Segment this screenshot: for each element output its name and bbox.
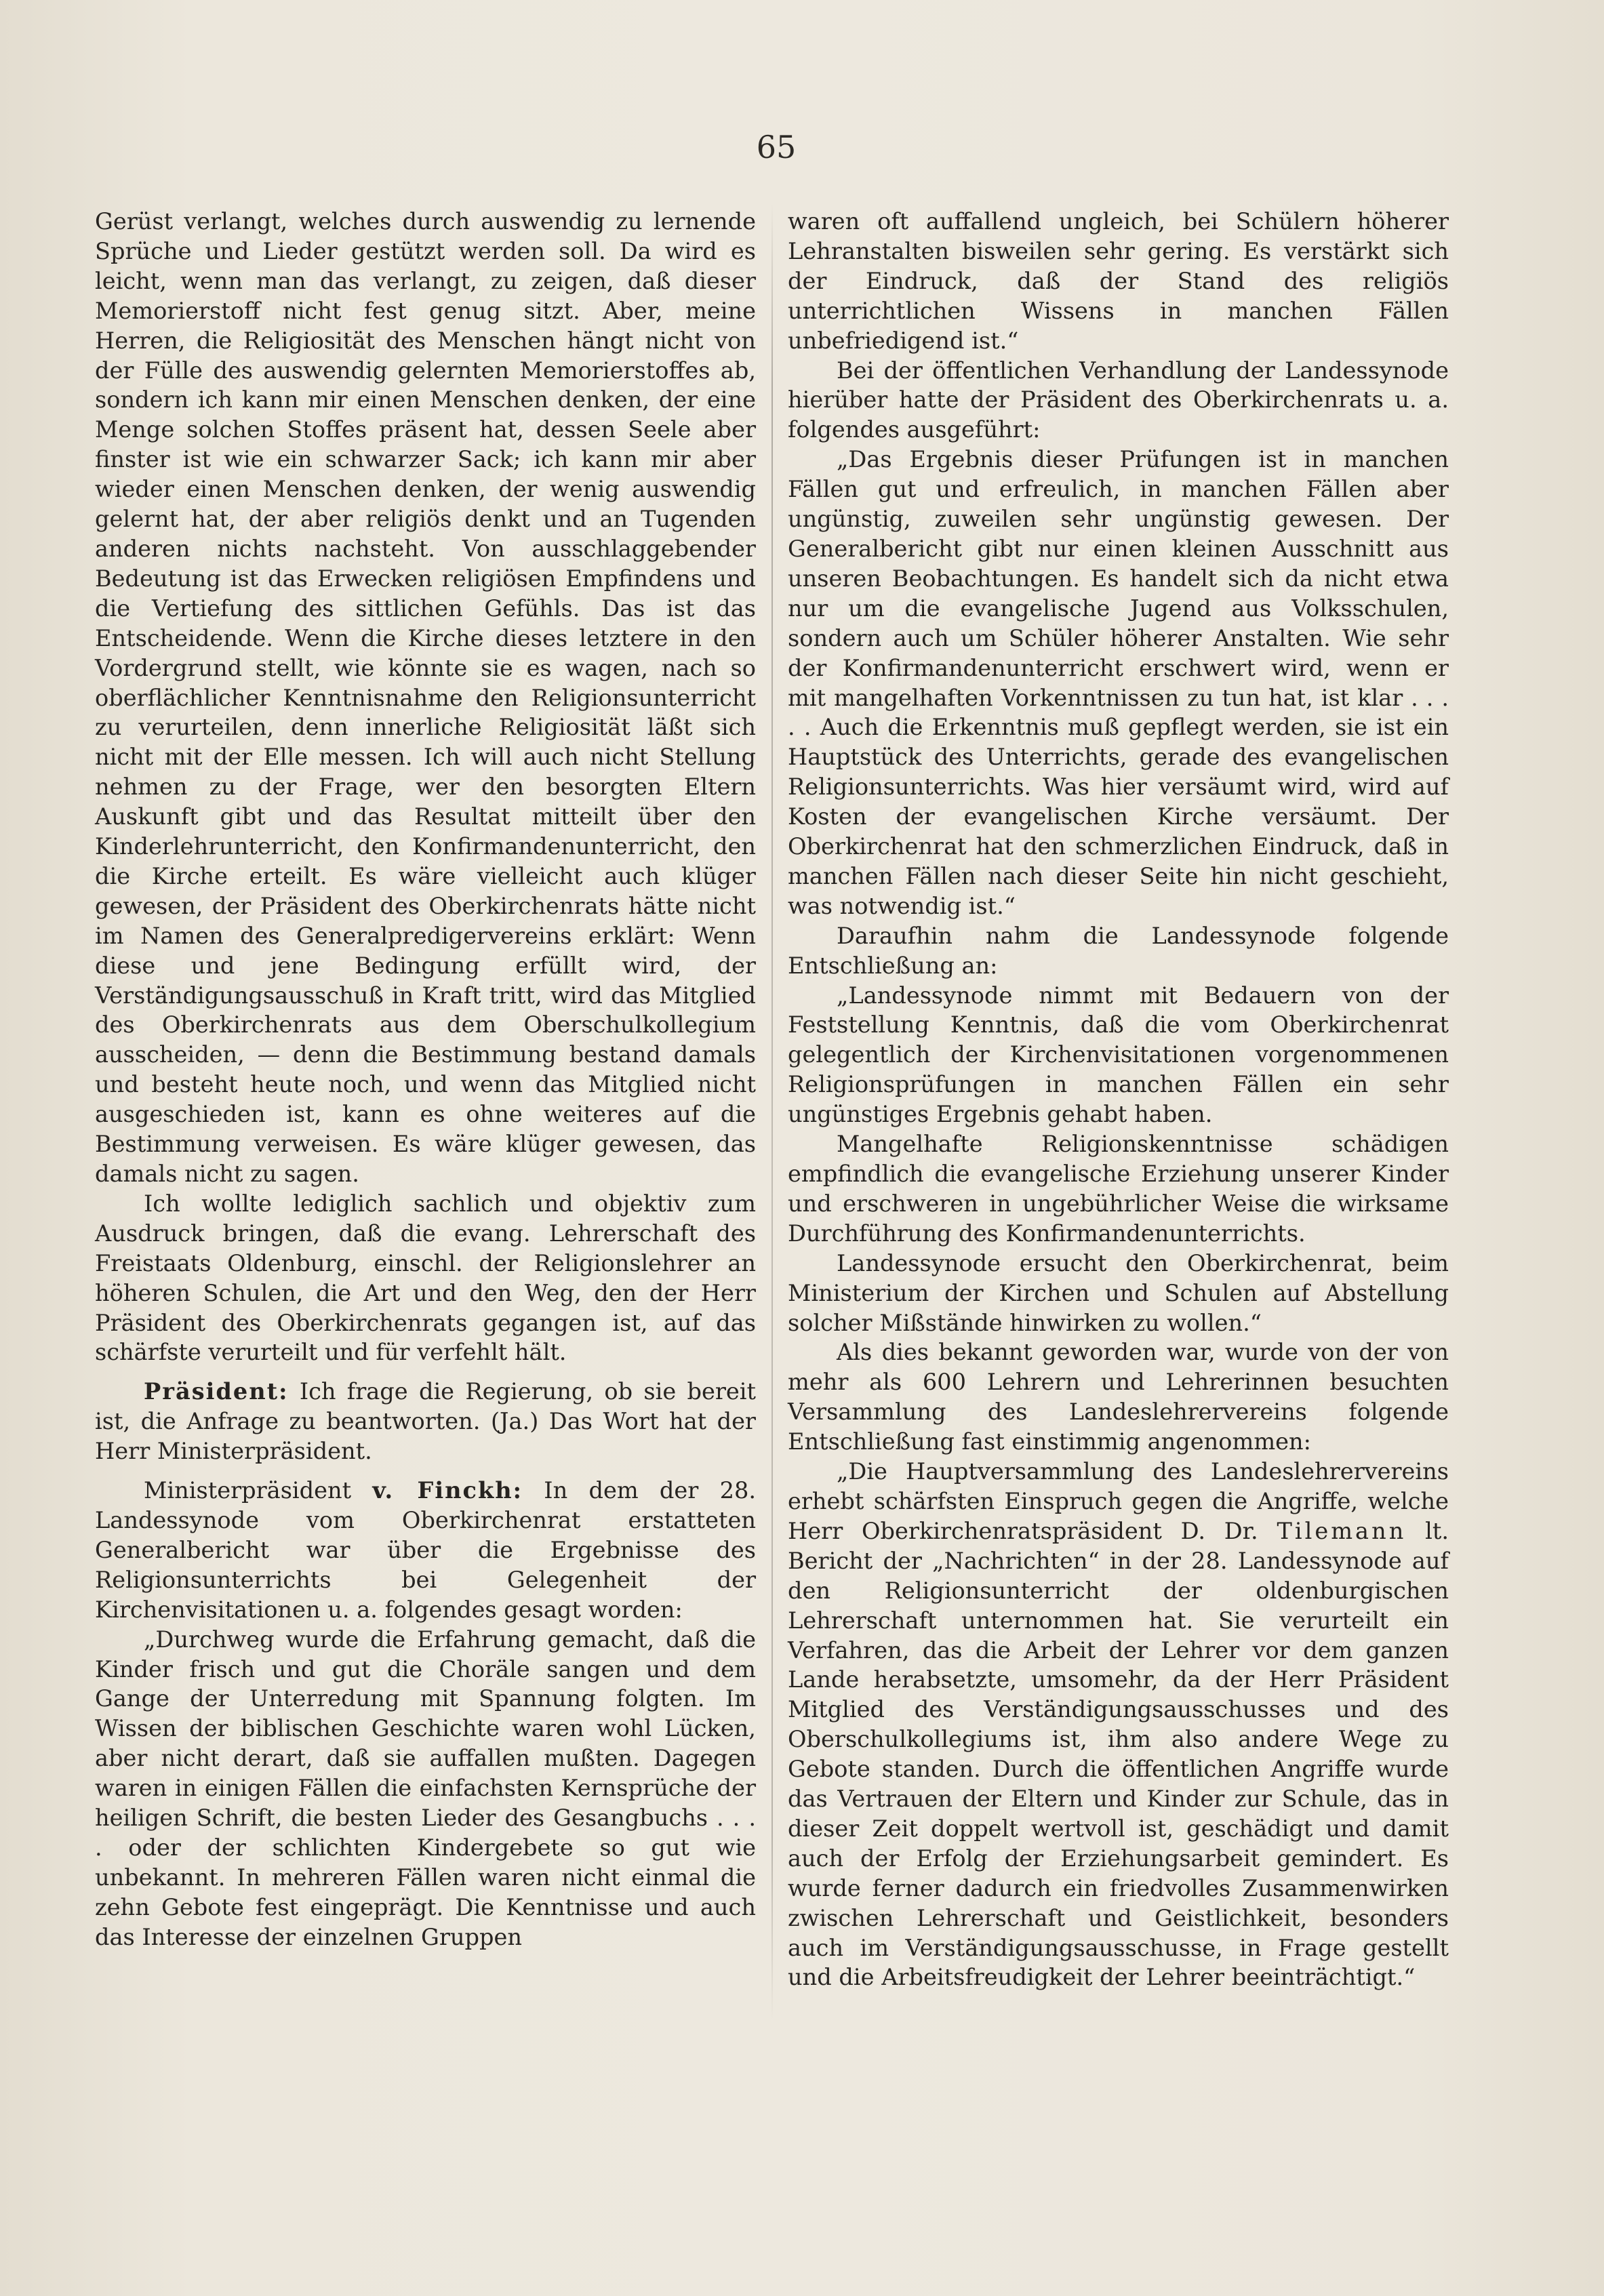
quote-paragraph: „Landessynode nimmt mit Bedauern von der Feststellung Kenntnis, daß die vom Oberkirchenrat gelegentlich der Kirchenvisitationen vorgenommenen Religionsprüfungen in manchen Fällen ein sehr ungünstiges Ergebnis gehabt haben. <box>788 982 1449 1128</box>
speaker-name: v. Finckh: <box>372 1476 523 1504</box>
column-divider <box>771 203 773 2020</box>
quote-paragraph: Landessynode ersucht den Oberkirchenrat, beim Ministerium der Kirchen und Schulen auf Abstellung solcher Mißstände hinwirken zu wollen.“ <box>788 1249 1449 1336</box>
left-column <box>95 207 756 1952</box>
paragraph: Als dies bekannt geworden war, wurde von der von mehr als 600 Lehrern und Lehrerinnen besuchten Versammlung des Landeslehrervereins folgende Entschließung fast einstimmig angenommen: <box>788 1339 1449 1455</box>
right-column <box>788 207 1449 1992</box>
speaker-paragraph <box>95 1476 756 1625</box>
quote-text: „Die Hauptversammlung des Landeslehrervereins erhebt schärfsten Einspruch gegen die Angriffe, welche Herr Oberkirchenratspräsident D. Dr. <box>788 1458 1449 1544</box>
paragraph: Ich wollte lediglich sachlich und objektiv zum Ausdruck bringen, daß die evang. Lehrerschaft des Freistaats Oldenburg, einschl. der Religionslehrer an höheren Schulen, die Art und den Weg, den der Herr Präsident des Oberkirchenrats gegangen ist, auf das schärfste verurteilt und für verfehlt hält. <box>95 1190 756 1366</box>
quote-paragraph: „Das Ergebnis dieser Prüfungen ist in manchen Fällen gut und erfreulich, in manchen Fällen aber ungünstig, zuweilen sehr ungünstig gewesen. Der Generalbericht gibt nur einen kleinen Ausschnitt aus unseren Beobachtungen. Es handelt sich da nicht etwa nur um die evangelische Jugend aus Volksschulen, sondern auch um Schüler höherer Anstalten. Wie sehr der Konfirmandenunterricht erschwert wird, wenn er mit mangelhaften Vorkenntnissen zu tun hat, ist klar . . . . . Auch die Erkenntnis muß gepflegt werden, sie ist ein Hauptstück des Unterrichts, gerade des evangelischen Religionsunterrichts. Was hier versäumt wird, wird auf Kosten der evangelischen Kirche versäumt. Der Oberkirchenrat hat den schmerzlichen Eindruck, daß in manchen Fällen nach dieser Seite hin nicht geschieht, was notwendig ist.“ <box>788 446 1449 919</box>
speaker-text: Ich frage die Regierung, ob sie bereit ist, die Anfrage zu beantworten. (Ja.) Das Wort hat der Herr Ministerpräsident. <box>95 1378 756 1465</box>
quote-text: lt. Bericht der „Nachrichten“ in der 28. Landessynode auf den Religionsunterricht der oldenburgischen Lehrerschaft unternommen hat. Sie verurteilt ein Verfahren, das die Arbeit der Lehrer vor dem ganzen Lande herabsetzte, umsomehr, da der Herr Präsident Mitglied des Verständigungsausschusses und des Oberschulkollegiums ist, ihm also andere Wege zu Gebote standen. Durch die öffentlichen Angriffe wurde das Vertrauen der Eltern und Kinder zur Schule, das in dieser Zeit doppelt wertvoll ist, geschädigt und damit auch der Erfolg der Erziehungsarbeit gemindert. Es wurde ferner dadurch ein friedvolles Zusammenwirken zwischen Lehrerschaft und Geistlichkeit, besonders auch im Verständigungsausschusse, in Frage gestellt und die Arbeitsfreudigkeit der Lehrer beeinträchtigt.“ <box>788 1517 1449 1991</box>
paragraph: Bei der öffentlichen Verhandlung der Landessynode hierüber hatte der Präsident des Oberkirchenrats u. a. folgendes ausgeführt: <box>788 357 1449 443</box>
paragraph: waren oft auffallend ungleich, bei Schülern höherer Lehranstalten bisweilen sehr gering. Es verstärkt sich der Eindruck, daß der Stand des religiös unterrichtlichen Wissens in manchen Fällen unbefriedigend ist.“ <box>788 208 1449 354</box>
person-name: Tilemann <box>1277 1517 1407 1544</box>
speaker-text: In dem der 28. Landessynode vom Oberkirchenrat erstatteten Generalbericht war über die Ergebnisse des Religionsunterrichts bei Gelegenheit der Kirchenvisitationen u. a. folgendes gesagt worden: <box>95 1477 756 1623</box>
paragraph: Daraufhin nahm die Landessynode folgende Entschließung an: <box>788 922 1449 979</box>
page-number: 65 <box>756 129 797 165</box>
quote-paragraph: Mangelhafte Religionskenntnisse schädigen empfindlich die evangelische Erziehung unserer Kinder und erschweren in ungebührlicher Weise die wirksame Durchführung des Konfirmandenunterrichts. <box>788 1131 1449 1247</box>
quote-paragraph <box>788 1457 1449 1992</box>
speaker-name: Präsident: <box>144 1377 289 1405</box>
paragraph: Gerüst verlangt, welches durch auswendig zu lernende Sprüche und Lieder gestützt werden soll. Da wird es leicht, wenn man das verlangt, zu zeigen, daß dieser Memorierstoff nicht fest genug sitzt. Aber, meine Herren, die Religiosität des Menschen hängt nicht von der Fülle des auswendig gelernten Memorierstoffes ab, sondern ich kann mir einen Menschen denken, der eine Menge solchen Stoffes präsent hat, dessen Seele aber finster ist wie ein schwarzer Sack; ich kann mir aber wieder einen Menschen denken, der wenig auswendig gelernt hat, der aber religiös denkt und an Tugenden anderen nichts nachsteht. Von ausschlaggebender Bedeutung ist das Erwecken religiösen Empfindens und die Vertiefung des sittlichen Gefühls. Das ist das Entscheidende. Wenn die Kirche dieses letztere in den Vordergrund stellt, wie könnte sie es wagen, nach so oberflächlicher Kenntnisnahme den Religionsunterricht zu verurteilen, denn innerliche Religiosität läßt sich nicht mit der Elle messen. Ich will auch nicht Stellung nehmen zu der Frage, wer den besorgten Eltern Auskunft gibt und das Resultat mitteilt über den Kinderlehrunterricht, den Konfirmandenunterricht, den die Kirche erteilt. Es wäre vielleicht auch klüger gewesen, der Präsident des Oberkirchenrats hätte nicht im Namen des Generalpredigervereins erklärt: Wenn diese und jene Bedingung erfüllt wird, der Verständigungsausschuß in Kraft tritt, wird das Mitglied des Oberkirchenrats aus dem Oberschulkollegium ausscheiden, — denn die Bestimmung bestand damals und besteht heute noch, und wenn das Mitglied nicht ausgeschieden ist, kann es ohne weiteres auf die Bestimmung verweisen. Es wäre klüger gewesen, das damals nicht zu sagen. <box>95 208 756 1187</box>
quote-paragraph: „Durchweg wurde die Erfahrung gemacht, daß die Kinder frisch und gut die Choräle sangen und dem Gange der Unterredung mit Spannung folgten. Im Wissen der biblischen Geschichte waren wohl Lücken, aber nicht derart, daß sie auffallen mußten. Dagegen waren in einigen Fällen die einfachsten Kernsprüche der heiligen Schrift, die besten Lieder des Gesangbuchs . . . . oder der schlichten Kindergebete so gut wie unbekannt. In mehreren Fällen waren nicht einmal die zehn Gebote fest eingeprägt. Die Kenntnisse und auch das Interesse der einzelnen Gruppen <box>95 1626 756 1950</box>
speaker-paragraph <box>95 1377 756 1466</box>
speaker-role: Ministerpräsident <box>144 1477 373 1504</box>
